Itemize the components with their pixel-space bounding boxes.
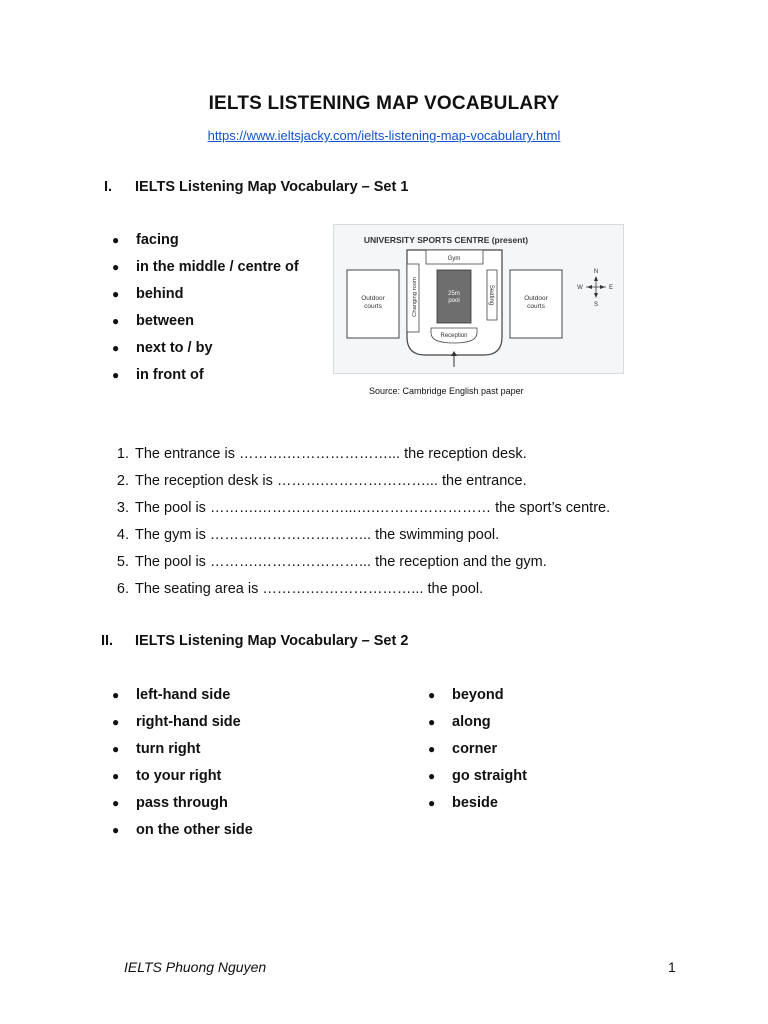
outdoor-courts-right-label-2: courts	[527, 303, 545, 310]
pool-label-1: 25m	[448, 291, 460, 297]
vocab-item: ● beyond	[428, 687, 504, 703]
bullet-icon: ●	[112, 769, 120, 783]
question-number: 6.	[116, 581, 129, 597]
question-item	[113, 554, 733, 581]
changing-room-label: Changing room	[412, 277, 418, 317]
bullet-icon: ●	[428, 715, 436, 729]
vocab-item: ● facing	[112, 232, 179, 248]
question-item	[113, 473, 733, 500]
question-text: The pool is ……….…………………... the reception and the gym.	[135, 554, 547, 570]
vocab-item: ● between	[112, 313, 195, 329]
page-number: 1	[668, 959, 676, 975]
question-number: 1.	[116, 446, 129, 462]
question-number: 2.	[116, 473, 129, 489]
bullet-icon: ●	[112, 688, 120, 702]
outdoor-courts-left-label-1: Outdoor	[361, 295, 385, 302]
sports-centre-map	[333, 224, 624, 374]
outdoor-courts-left-label-2: courts	[364, 303, 382, 310]
bullet-icon: ●	[112, 233, 120, 247]
gym-label: Gym	[447, 256, 461, 262]
set-1-vocab-list	[112, 232, 299, 394]
question-text: The pool is ……….………………...….…………………… the sport’s centre.	[135, 500, 611, 516]
section-2-title: IELTS Listening Map Vocabulary – Set 2	[135, 633, 409, 649]
bullet-icon: ●	[428, 769, 436, 783]
bullet-icon: ●	[428, 796, 436, 810]
question-item	[113, 527, 733, 554]
vocab-item: ● beside	[428, 795, 498, 811]
compass-west: W	[577, 285, 583, 291]
vocab-item: ● on the other side	[112, 822, 253, 838]
bullet-icon: ●	[428, 742, 436, 756]
vocab-item: ● next to / by	[112, 340, 213, 356]
bullet-icon: ●	[112, 314, 120, 328]
question-number: 3.	[116, 500, 129, 516]
bullet-icon: ●	[112, 260, 120, 274]
question-text: The gym is ……….…………………... the swimming pool.	[135, 527, 500, 543]
compass-north: N	[593, 269, 599, 275]
bullet-icon: ●	[112, 823, 120, 837]
compass-east: E	[608, 285, 614, 291]
question-number: 4.	[116, 527, 129, 543]
set-2-vocab-list-left	[112, 687, 253, 849]
question-item	[113, 500, 733, 527]
vocab-item: ● right-hand side	[112, 714, 241, 730]
question-number: 5.	[116, 554, 129, 570]
vocab-item: ● corner	[428, 741, 498, 757]
question-item	[113, 446, 733, 473]
vocab-item: ● in front of	[112, 367, 204, 383]
section-1-title: IELTS Listening Map Vocabulary – Set 1	[135, 179, 409, 195]
question-text: The reception desk is ……….…………………... the entrance.	[135, 473, 527, 489]
source-link[interactable]: https://www.ieltsjacky.com/ielts-listening-map-vocabulary.html	[207, 128, 561, 143]
bullet-icon: ●	[112, 796, 120, 810]
bullet-icon: ●	[428, 688, 436, 702]
vocab-item: ● in the middle / centre of	[112, 259, 299, 275]
vocab-item: ● behind	[112, 286, 184, 302]
section-1-roman: I.	[104, 179, 113, 195]
set-1-questions	[113, 446, 733, 608]
seating-label: Seating	[488, 284, 494, 306]
map-title: UNIVERSITY SPORTS CENTRE (present)	[363, 235, 529, 245]
question-text: The entrance is ……….…………………... the reception desk.	[135, 446, 527, 462]
section-2-roman: II.	[101, 633, 114, 649]
compass-icon	[586, 276, 606, 298]
bullet-icon: ●	[112, 742, 120, 756]
outdoor-courts-right-label-1: Outdoor	[524, 295, 548, 302]
bullet-icon: ●	[112, 368, 120, 382]
reception-label: Reception	[440, 333, 468, 339]
vocab-item: ● to your right	[112, 768, 222, 784]
vocab-item: ● go straight	[428, 768, 527, 784]
vocab-item: ● pass through	[112, 795, 228, 811]
page-title: IELTS LISTENING MAP VOCABULARY	[208, 93, 560, 114]
bullet-icon: ●	[112, 341, 120, 355]
map-drawing	[334, 225, 623, 373]
footer-author: IELTS Phuong Nguyen	[124, 959, 267, 975]
set-2-vocab-list-right	[428, 687, 527, 822]
section-2-heading	[101, 633, 501, 653]
question-item	[113, 581, 733, 608]
vocab-item: ● turn right	[112, 741, 201, 757]
compass-south: S	[593, 302, 599, 308]
bullet-icon: ●	[112, 715, 120, 729]
question-text: The seating area is ……….…………………... the pool.	[135, 581, 484, 597]
bullet-icon: ●	[112, 287, 120, 301]
pool-label-2: pool	[448, 298, 460, 304]
vocab-item: ● left-hand side	[112, 687, 231, 703]
map-source-caption: Source: Cambridge English past paper	[369, 386, 524, 396]
section-1-heading	[104, 179, 504, 199]
vocab-item: ● along	[428, 714, 491, 730]
